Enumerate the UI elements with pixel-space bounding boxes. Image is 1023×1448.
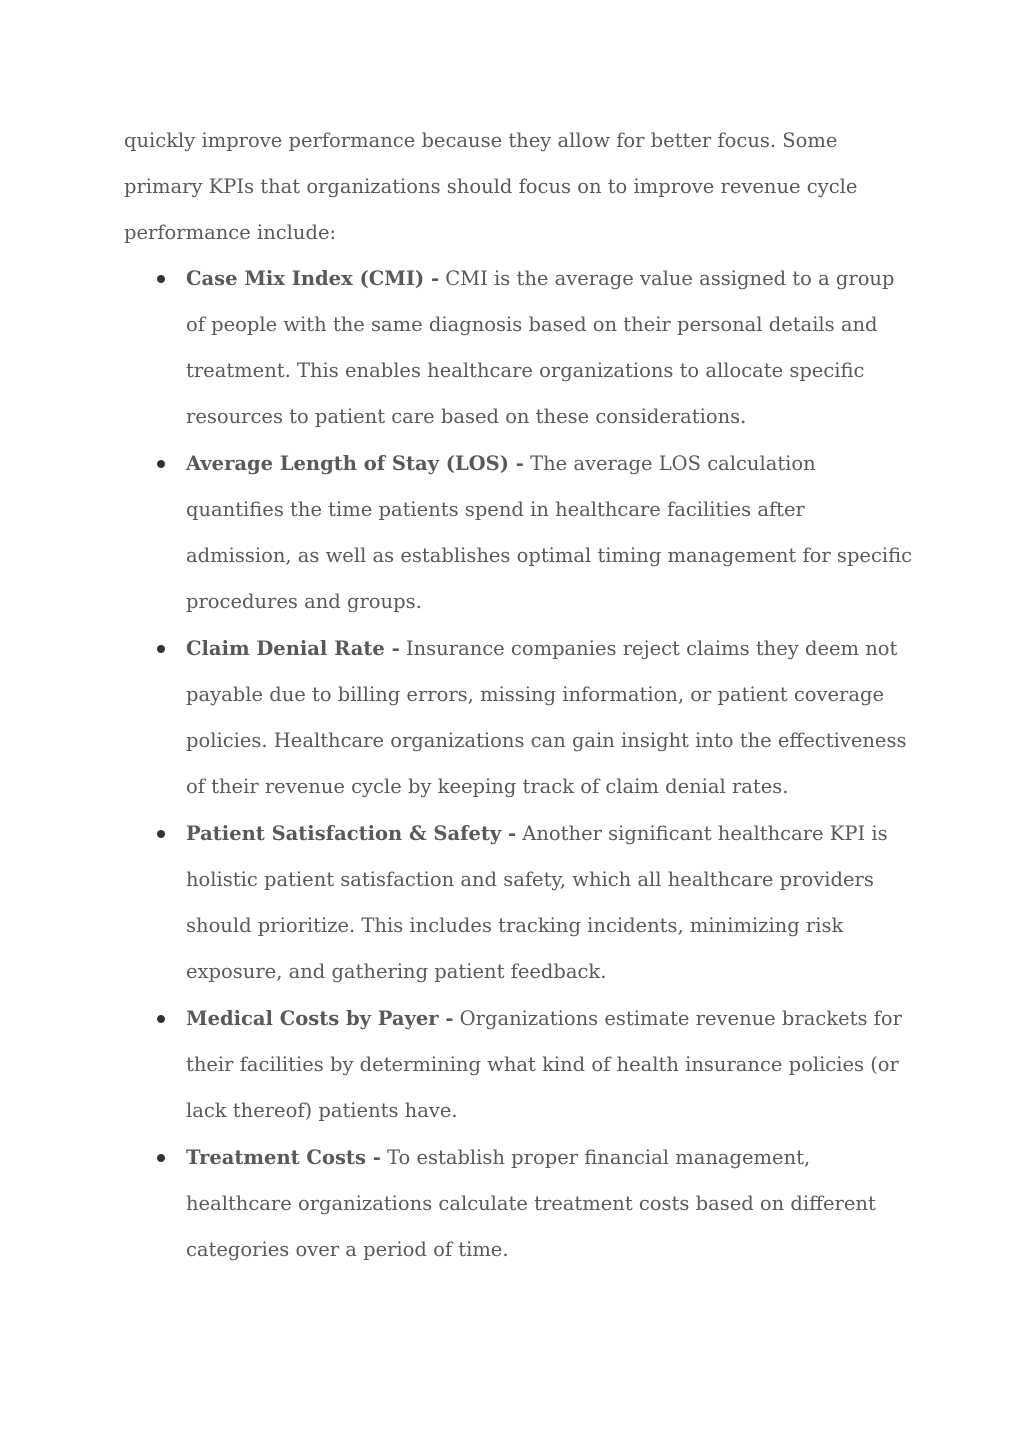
- bullet-icon: [157, 830, 165, 838]
- kpi-list: [124, 256, 914, 1273]
- kpi-term: Claim Denial Rate -: [186, 637, 400, 660]
- kpi-description: Another significant healthcare KPI is holistic patient satisfaction and safety, which all healthcare providers should prioritize. This includes tracking incidents, minimizing risk exposure, and gathering patient feedback.: [186, 822, 888, 983]
- kpi-term: Case Mix Index (CMI) -: [186, 267, 440, 290]
- bullet-icon: [157, 1154, 165, 1162]
- list-item-average-length-of-stay: [124, 441, 914, 625]
- list-item-case-mix-index: [124, 256, 914, 440]
- intro-paragraph: quickly improve performance because they allow for better focus. Some primary KPIs that organizations should focus on to improve revenue cycle performance include:: [124, 129, 858, 244]
- bullet-icon: [157, 460, 165, 468]
- kpi-description: CMI is the average value assigned to a group of people with the same diagnosis based on their personal details and treatment. This enables healthcare organizations to allocate specific resources to patient care based on these considerations.: [186, 267, 895, 428]
- list-item-medical-costs-by-payer: [124, 996, 914, 1134]
- bullet-icon: [157, 645, 165, 653]
- kpi-description: To establish proper financial management, healthcare organizations calculate treatment costs based on different categories over a period of time.: [186, 1146, 876, 1261]
- list-item-patient-satisfaction-safety: [124, 811, 914, 995]
- kpi-term: Medical Costs by Payer -: [186, 1007, 454, 1030]
- kpi-description: Insurance companies reject claims they deem not payable due to billing errors, missing information, or patient coverage policies. Healthcare organizations can gain insight into the effectiveness of their revenue cycle by keeping track of claim denial rates.: [186, 637, 907, 798]
- kpi-term: Treatment Costs -: [186, 1146, 381, 1169]
- list-item-claim-denial-rate: [124, 626, 914, 810]
- bullet-icon: [157, 1015, 165, 1023]
- bullet-icon: [157, 275, 165, 283]
- kpi-term: Patient Satisfaction & Safety -: [186, 822, 517, 845]
- kpi-description: The average LOS calculation quantifies the time patients spend in healthcare facilities after admission, as well as establishes optimal timing management for specific procedures and groups.: [186, 452, 913, 613]
- kpi-description: Organizations estimate revenue brackets for their facilities by determining what kind of health insurance policies (or lack thereof) patients have.: [186, 1007, 902, 1122]
- kpi-term: Average Length of Stay (LOS) -: [186, 452, 524, 475]
- list-item-treatment-costs: [124, 1135, 914, 1273]
- document-page: [124, 118, 914, 1274]
